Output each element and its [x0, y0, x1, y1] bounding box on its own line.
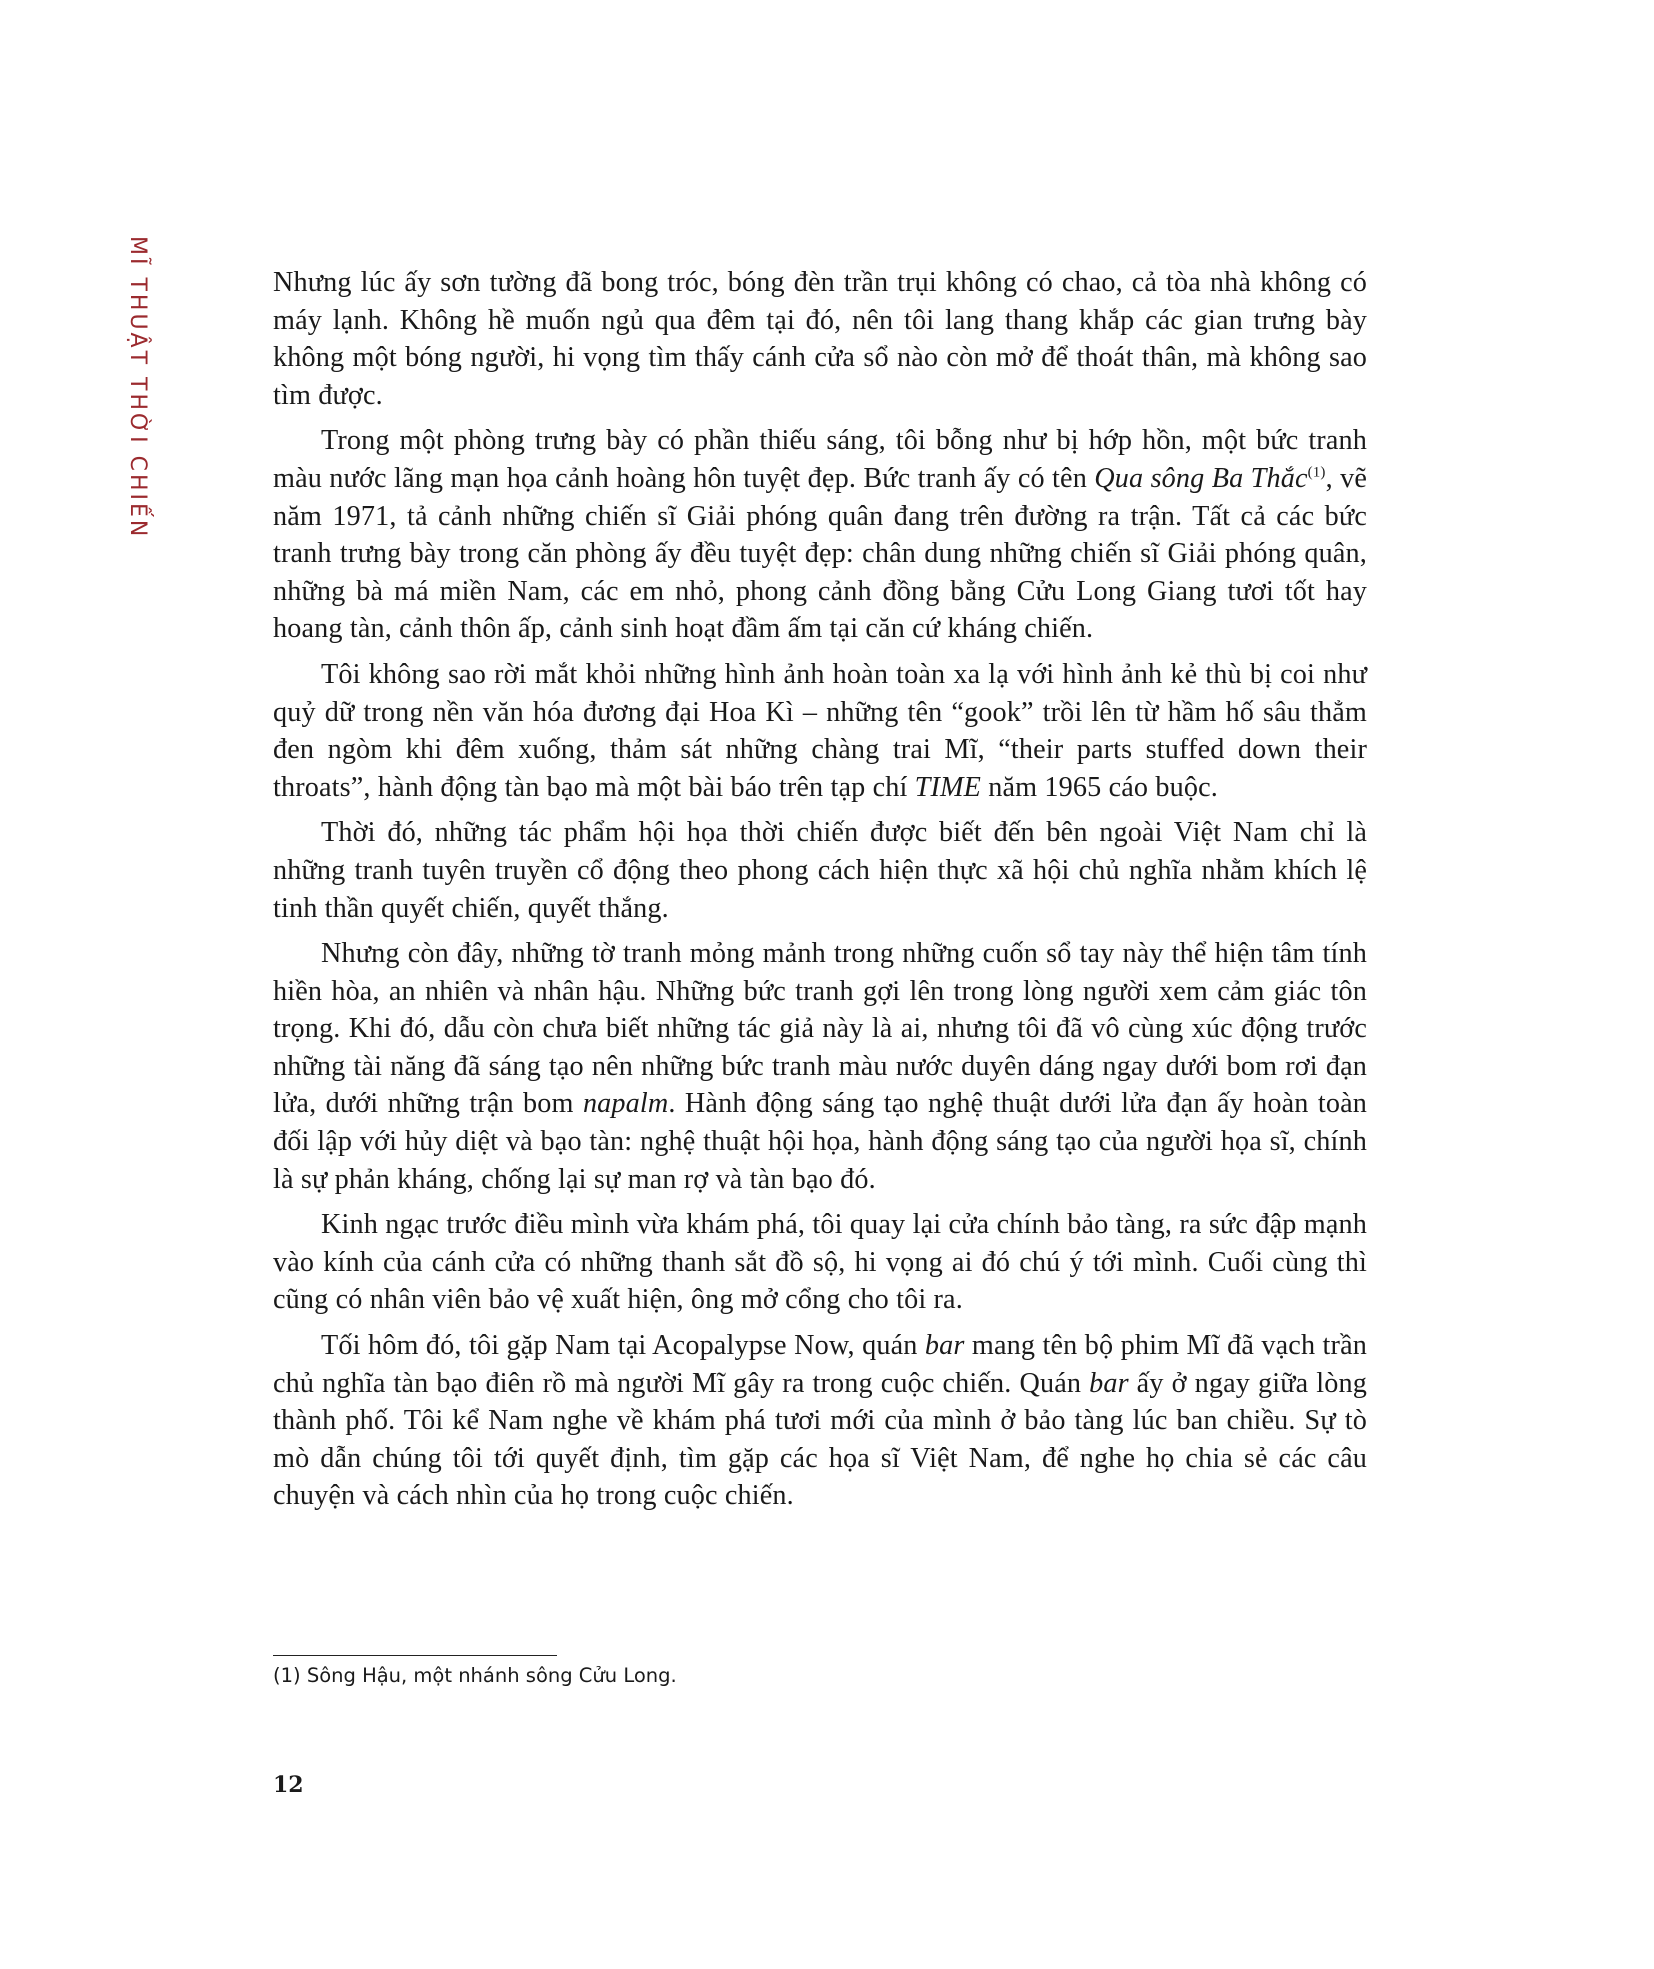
text-run: , vẽ năm 1971, tả cảnh những chiến sĩ Giải phóng quân đang trên đường ra trận. Tất cả các bức tranh trưng bày trong căn phòng ấy đều tuyệt đẹp: chân dung những chiến sĩ Giải phóng quân, những bà má miền Nam, các em nhỏ, phong cảnh đồng bằng Cửu Long Giang tươi tốt hay hoang tàn, cảnh thôn ấp, cảnh sinh hoạt đầm ấm tại căn cứ kháng chiến.: [273, 462, 1367, 645]
footnote: (1) Sông Hậu, một nhánh sông Cửu Long.: [273, 1664, 677, 1687]
text-run: Kinh ngạc trước điều mình vừa khám phá, tôi quay lại cửa chính bảo tàng, ra sức đập mạnh vào kính của cánh cửa có những thanh sắt đồ sộ, hi vọng ai đó chú ý tới mình. Cuối cùng thì cũng có nhân viên bảo vệ xuất hiện, ông mở cổng cho tôi ra.: [273, 1209, 1367, 1316]
italic-text: bar: [924, 1330, 965, 1362]
paragraph: [273, 1327, 1367, 1515]
paragraph: [273, 264, 1367, 414]
italic-text: napalm: [582, 1088, 669, 1120]
footnote-divider: [273, 1655, 557, 1656]
body-text: [273, 264, 1367, 1523]
text-run: mang tên bộ phim Mĩ đã vạch trần chủ nghĩa tàn bạo điên rồ mà người Mĩ gây ra trong cuộc chiến. Quán: [273, 1330, 1367, 1399]
italic-text: Qua sông Ba Thắc: [1094, 462, 1308, 494]
text-run: . Hành động sáng tạo nghệ thuật dưới lửa đạn ấy hoàn toàn đối lập với hủy diệt và bạo tàn: nghệ thuật hội họa, hành động sáng tạo của người họa sĩ, chính là sự phản kháng, chống lại sự man rợ và tàn bạo đó.: [273, 1088, 1367, 1195]
text-run: Tôi không sao rời mắt khỏi những hình ảnh hoàn toàn xa lạ với hình ảnh kẻ thù bị coi như quỷ dữ trong nền văn hóa đương đại Hoa Kì – những tên “gook” trồi lên từ hầm hố sâu thẳm đen ngòm khi đêm xuống, thảm sát những chàng trai Mĩ, “their parts stuffed down their throats”, hành động tàn bạo mà một bài báo trên tạp chí: [273, 658, 1367, 803]
text-run: Tối hôm đó, tôi gặp Nam tại Acopalypse Now, quán: [321, 1330, 925, 1362]
footnote-reference: (1): [1307, 464, 1326, 481]
text-run: Trong một phòng trưng bày có phần thiếu sáng, tôi bỗng như bị hớp hồn, một bức tranh màu nước lãng mạn họa cảnh hoàng hôn tuyệt đẹp. Bức tranh ấy có tên: [273, 425, 1367, 494]
text-run: Thời đó, những tác phẩm hội họa thời chiến được biết đến bên ngoài Việt Nam chỉ là những tranh tuyên truyền cổ động theo phong cách hiện thực xã hội chủ nghĩa nhằm khích lệ tinh thần quyết chiến, quyết thắng.: [273, 817, 1367, 924]
text-run: ấy ở ngay giữa lòng thành phố. Tôi kể Nam nghe về khám phá tươi mới của mình ở bảo tàng lúc ban chiều. Sự tò mò dẫn chúng tôi tới quyết định, tìm gặp các họa sĩ Việt Nam, để nghe họ chia sẻ các câu chuyện và cách nhìn của họ trong cuộc chiến.: [273, 1367, 1367, 1512]
paragraph: [273, 422, 1367, 648]
italic-text: TIME: [914, 771, 982, 803]
paragraph: [273, 935, 1367, 1198]
running-head: MĨ THUẬT THỜI CHIẾN: [125, 236, 150, 540]
text-run: Nhưng lúc ấy sơn tường đã bong tróc, bóng đèn trần trụi không có chao, cả tòa nhà không có máy lạnh. Không hề muốn ngủ qua đêm tại đó, nên tôi lang thang khắp các gian trưng bày không một bóng người, hi vọng tìm thấy cánh cửa sổ nào còn mở để thoát thân, mà không sao tìm được.: [273, 267, 1367, 411]
text-run: Nhưng còn đây, những tờ tranh mỏng mảnh trong những cuốn sổ tay này thể hiện tâm tính hiền hòa, an nhiên và nhân hậu. Những bức tranh gợi lên trong lòng người xem cảm giác tôn trọng. Khi đó, dẫu còn chưa biết những tác giả này là ai, nhưng tôi đã vô cùng xúc động trước những tài năng đã sáng tạo nên những bức tranh màu nước duyên dáng ngay dưới bom rơi đạn lửa, dưới những trận bom: [273, 938, 1367, 1120]
text-run: năm 1965 cáo buộc.: [981, 771, 1218, 803]
paragraph: [273, 814, 1367, 927]
paragraph: [273, 1206, 1367, 1319]
italic-text: bar: [1089, 1367, 1129, 1399]
page-number: 12: [273, 1772, 304, 1798]
paragraph: [273, 656, 1367, 806]
